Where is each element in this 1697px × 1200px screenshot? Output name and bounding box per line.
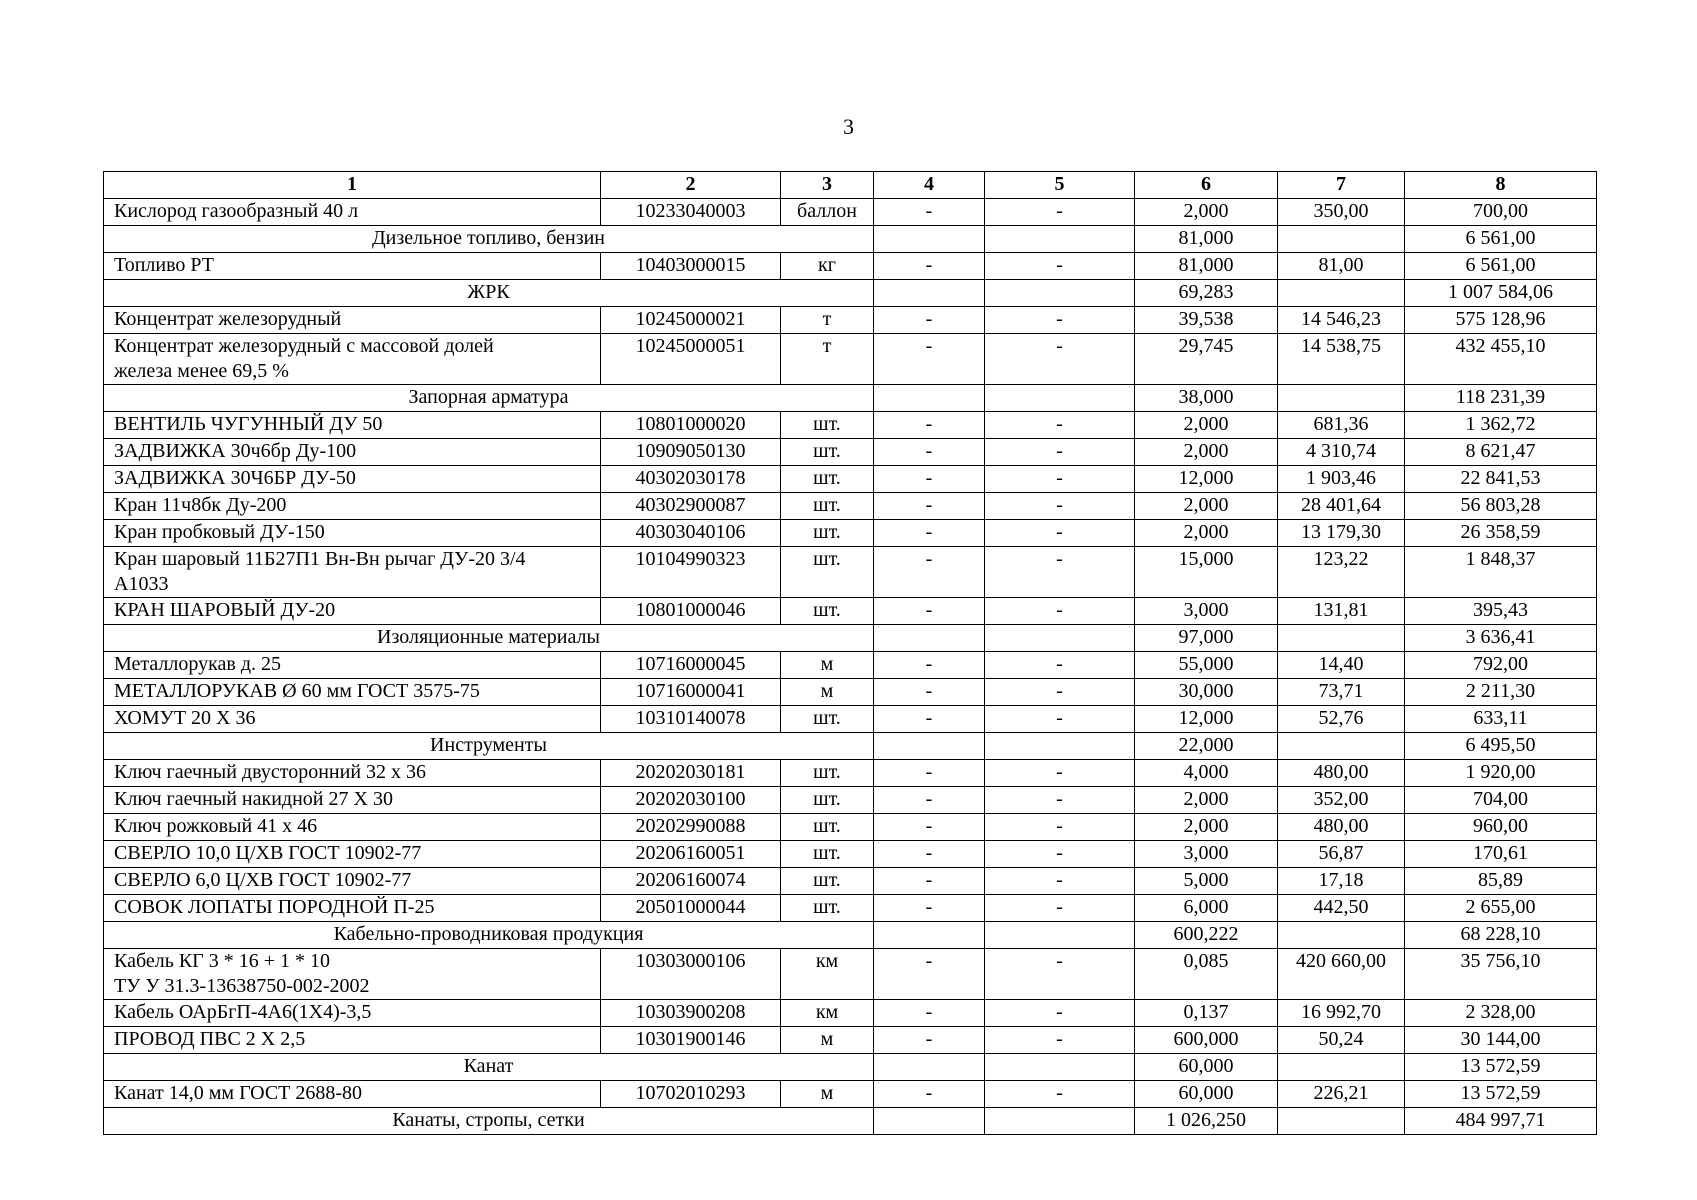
cell-col5: - — [985, 814, 1135, 841]
cell-sum: 633,11 — [1405, 706, 1597, 733]
cell-name: СВЕРЛО 6,0 Ц/ХВ ГОСТ 10902-77 — [104, 868, 601, 895]
cell-sum: 6 561,00 — [1405, 253, 1597, 280]
cell-sum: 2 211,30 — [1405, 679, 1597, 706]
cell-col4 — [874, 385, 985, 412]
cell-col4: - — [874, 895, 985, 922]
cell-price: 13 179,30 — [1278, 520, 1405, 547]
cell-qty: 60,000 — [1135, 1081, 1278, 1108]
cell-name: СОВОК ЛОПАТЫ ПОРОДНОЙ П-25 — [104, 895, 601, 922]
table-row — [104, 199, 1597, 226]
group-row — [104, 922, 1597, 949]
table-row — [104, 868, 1597, 895]
table-body — [104, 199, 1597, 1135]
cell-unit: м — [781, 1081, 874, 1108]
cell-price: 123,22 — [1278, 547, 1405, 598]
cell-qty: 81,000 — [1135, 226, 1278, 253]
cell-name: Топливо РТ — [104, 253, 601, 280]
table-row — [104, 706, 1597, 733]
cell-sum: 704,00 — [1405, 787, 1597, 814]
cell-col5: - — [985, 493, 1135, 520]
cell-qty: 1 026,250 — [1135, 1108, 1278, 1135]
cell-price: 14 546,23 — [1278, 307, 1405, 334]
cell-price: 480,00 — [1278, 814, 1405, 841]
cell-qty: 38,000 — [1135, 385, 1278, 412]
column-header: 2 — [601, 172, 781, 199]
cell-code: 10233040003 — [601, 199, 781, 226]
cell-unit: км — [781, 1000, 874, 1027]
cell-code: 20206160051 — [601, 841, 781, 868]
cell-code: 10403000015 — [601, 253, 781, 280]
cell-col5 — [985, 625, 1135, 652]
cell-col5: - — [985, 334, 1135, 385]
cell-col4: - — [874, 1027, 985, 1054]
cell-price: 352,00 — [1278, 787, 1405, 814]
cell-price — [1278, 280, 1405, 307]
cell-unit: шт. — [781, 760, 874, 787]
cell-unit: шт. — [781, 520, 874, 547]
cell-qty: 0,085 — [1135, 949, 1278, 1000]
cell-unit: м — [781, 1027, 874, 1054]
cell-price: 350,00 — [1278, 199, 1405, 226]
cell-col4: - — [874, 493, 985, 520]
cell-price: 1 903,46 — [1278, 466, 1405, 493]
cell-sum: 792,00 — [1405, 652, 1597, 679]
group-row — [104, 625, 1597, 652]
table-row — [104, 949, 1597, 1000]
column-header: 6 — [1135, 172, 1278, 199]
cell-unit: шт. — [781, 841, 874, 868]
table-row — [104, 520, 1597, 547]
cell-name: Концентрат железорудный — [104, 307, 601, 334]
cell-sum: 6 495,50 — [1405, 733, 1597, 760]
cell-col4: - — [874, 439, 985, 466]
cell-col5: - — [985, 547, 1135, 598]
column-header: 5 — [985, 172, 1135, 199]
cell-price: 16 992,70 — [1278, 1000, 1405, 1027]
cell-price: 73,71 — [1278, 679, 1405, 706]
cell-name: Канат 14,0 мм ГОСТ 2688-80 — [104, 1081, 601, 1108]
table-row — [104, 493, 1597, 520]
cell-price: 17,18 — [1278, 868, 1405, 895]
cell-col4 — [874, 280, 985, 307]
cell-col5 — [985, 280, 1135, 307]
cell-sum: 3 636,41 — [1405, 625, 1597, 652]
cell-col5: - — [985, 706, 1135, 733]
cell-sum: 30 144,00 — [1405, 1027, 1597, 1054]
cell-price: 28 401,64 — [1278, 493, 1405, 520]
page-number: 3 — [843, 114, 854, 139]
cell-code: 10310140078 — [601, 706, 781, 733]
cell-sum: 22 841,53 — [1405, 466, 1597, 493]
cell-qty: 12,000 — [1135, 706, 1278, 733]
cell-col4: - — [874, 868, 985, 895]
table-row — [104, 1027, 1597, 1054]
cell-col4: - — [874, 412, 985, 439]
cell-sum: 1 848,37 — [1405, 547, 1597, 598]
cell-col5 — [985, 1108, 1135, 1135]
cell-unit: м — [781, 679, 874, 706]
cell-col4: - — [874, 706, 985, 733]
cell-name: ЗАДВИЖКА 30Ч6БР ДУ-50 — [104, 466, 601, 493]
cell-qty: 60,000 — [1135, 1054, 1278, 1081]
cell-code: 10303900208 — [601, 1000, 781, 1027]
table-row — [104, 412, 1597, 439]
cell-col5: - — [985, 679, 1135, 706]
cell-qty: 2,000 — [1135, 439, 1278, 466]
cell-sum: 26 358,59 — [1405, 520, 1597, 547]
cell-col5 — [985, 733, 1135, 760]
cell-price: 50,24 — [1278, 1027, 1405, 1054]
cell-sum: 575 128,96 — [1405, 307, 1597, 334]
cell-code: 10245000051 — [601, 334, 781, 385]
cell-col4 — [874, 226, 985, 253]
table-row — [104, 760, 1597, 787]
cell-col5: - — [985, 760, 1135, 787]
group-row — [104, 1108, 1597, 1135]
cell-col4 — [874, 625, 985, 652]
cell-price — [1278, 922, 1405, 949]
cell-name: Ключ гаечный двусторонний 32 х 36 — [104, 760, 601, 787]
cell-price — [1278, 226, 1405, 253]
table-row — [104, 841, 1597, 868]
cell-code: 10303000106 — [601, 949, 781, 1000]
cell-unit: шт. — [781, 439, 874, 466]
group-title: Кабельно-проводниковая продукция — [104, 922, 874, 949]
cell-unit: шт. — [781, 493, 874, 520]
cell-code: 10909050130 — [601, 439, 781, 466]
cell-qty: 2,000 — [1135, 493, 1278, 520]
group-title: Инструменты — [104, 733, 874, 760]
cell-sum: 1 007 584,06 — [1405, 280, 1597, 307]
cell-col5 — [985, 922, 1135, 949]
cell-price: 681,36 — [1278, 412, 1405, 439]
table-row — [104, 652, 1597, 679]
cell-qty: 2,000 — [1135, 412, 1278, 439]
cell-unit: км — [781, 949, 874, 1000]
cell-qty: 4,000 — [1135, 760, 1278, 787]
cell-sum: 6 561,00 — [1405, 226, 1597, 253]
cell-col4 — [874, 1054, 985, 1081]
cell-price — [1278, 1054, 1405, 1081]
cell-name: ПРОВОД ПВС 2 Х 2,5 — [104, 1027, 601, 1054]
cell-sum: 395,43 — [1405, 598, 1597, 625]
cell-qty: 6,000 — [1135, 895, 1278, 922]
cell-name: СВЕРЛО 10,0 Ц/ХВ ГОСТ 10902-77 — [104, 841, 601, 868]
cell-col4: - — [874, 814, 985, 841]
cell-col5: - — [985, 412, 1135, 439]
cell-unit: шт. — [781, 868, 874, 895]
column-header: 8 — [1405, 172, 1597, 199]
cell-price — [1278, 385, 1405, 412]
cell-col4: - — [874, 253, 985, 280]
cell-col4: - — [874, 466, 985, 493]
cell-sum: 13 572,59 — [1405, 1054, 1597, 1081]
table-row — [104, 547, 1597, 598]
cell-qty: 39,538 — [1135, 307, 1278, 334]
cell-code: 10716000041 — [601, 679, 781, 706]
cell-code: 10716000045 — [601, 652, 781, 679]
cell-col4: - — [874, 841, 985, 868]
cell-qty: 55,000 — [1135, 652, 1278, 679]
cell-code: 10104990323 — [601, 547, 781, 598]
cell-col5 — [985, 385, 1135, 412]
cell-price — [1278, 625, 1405, 652]
cell-code: 40303040106 — [601, 520, 781, 547]
cell-qty: 2,000 — [1135, 787, 1278, 814]
cell-name: Ключ рожковый 41 х 46 — [104, 814, 601, 841]
cell-sum: 960,00 — [1405, 814, 1597, 841]
cell-unit: шт. — [781, 787, 874, 814]
cell-unit: м — [781, 652, 874, 679]
cell-unit: шт. — [781, 706, 874, 733]
cell-sum: 484 997,71 — [1405, 1108, 1597, 1135]
table-row — [104, 1081, 1597, 1108]
column-header: 4 — [874, 172, 985, 199]
cell-qty: 81,000 — [1135, 253, 1278, 280]
cell-qty: 97,000 — [1135, 625, 1278, 652]
cell-unit: кг — [781, 253, 874, 280]
cell-col4: - — [874, 199, 985, 226]
cell-col5: - — [985, 439, 1135, 466]
cell-name: Кислород газообразный 40 л — [104, 199, 601, 226]
cell-col4: - — [874, 520, 985, 547]
cell-code: 10702010293 — [601, 1081, 781, 1108]
table-header-row — [104, 172, 1597, 199]
cell-name: Кран шаровый 11Б27П1 Вн-Вн рычаг ДУ-20 3/4 А1033 — [104, 547, 601, 598]
group-title: ЖРК — [104, 280, 874, 307]
cell-unit: т — [781, 307, 874, 334]
cell-col5: - — [985, 895, 1135, 922]
cell-sum: 35 756,10 — [1405, 949, 1597, 1000]
cell-unit: шт. — [781, 895, 874, 922]
cell-qty: 5,000 — [1135, 868, 1278, 895]
cell-name: ВЕНТИЛЬ ЧУГУННЫЙ ДУ 50 — [104, 412, 601, 439]
cell-unit: шт. — [781, 547, 874, 598]
group-row — [104, 1054, 1597, 1081]
cell-col5: - — [985, 466, 1135, 493]
cell-sum: 432 455,10 — [1405, 334, 1597, 385]
cell-price: 56,87 — [1278, 841, 1405, 868]
cell-col5: - — [985, 1000, 1135, 1027]
cell-code: 20501000044 — [601, 895, 781, 922]
cell-col5: - — [985, 199, 1135, 226]
cell-unit: т — [781, 334, 874, 385]
table-row — [104, 439, 1597, 466]
cell-col5: - — [985, 1081, 1135, 1108]
cell-col4: - — [874, 652, 985, 679]
inventory-table — [103, 171, 1597, 1135]
cell-unit: шт. — [781, 598, 874, 625]
cell-name: КРАН ШАРОВЫЙ ДУ-20 — [104, 598, 601, 625]
table-row — [104, 466, 1597, 493]
cell-name: Ключ гаечный накидной 27 Х 30 — [104, 787, 601, 814]
cell-code: 20202030181 — [601, 760, 781, 787]
group-row — [104, 733, 1597, 760]
cell-name: Кран 11ч8бк Ду-200 — [104, 493, 601, 520]
cell-code: 20202990088 — [601, 814, 781, 841]
cell-price: 14,40 — [1278, 652, 1405, 679]
cell-col5: - — [985, 787, 1135, 814]
cell-name: Кабель ОАрБгП-4А6(1Х4)-3,5 — [104, 1000, 601, 1027]
table-row — [104, 679, 1597, 706]
cell-price: 81,00 — [1278, 253, 1405, 280]
cell-sum: 8 621,47 — [1405, 439, 1597, 466]
cell-name: МЕТАЛЛОРУКАВ Ø 60 мм ГОСТ 3575-75 — [104, 679, 601, 706]
cell-col4: - — [874, 760, 985, 787]
cell-name: Концентрат железорудный с массовой долей железа менее 69,5 % — [104, 334, 601, 385]
cell-name: ЗАДВИЖКА 30ч6бр Ду-100 — [104, 439, 601, 466]
column-header: 1 — [104, 172, 601, 199]
cell-code: 20206160074 — [601, 868, 781, 895]
group-row — [104, 385, 1597, 412]
cell-code: 10801000046 — [601, 598, 781, 625]
cell-qty: 2,000 — [1135, 814, 1278, 841]
cell-code: 10801000020 — [601, 412, 781, 439]
cell-unit: шт. — [781, 412, 874, 439]
cell-col4: - — [874, 1000, 985, 1027]
table-row — [104, 814, 1597, 841]
cell-price: 442,50 — [1278, 895, 1405, 922]
table-row — [104, 598, 1597, 625]
group-title: Канат — [104, 1054, 874, 1081]
cell-price — [1278, 733, 1405, 760]
group-row — [104, 226, 1597, 253]
cell-col4 — [874, 922, 985, 949]
group-row — [104, 280, 1597, 307]
cell-sum: 68 228,10 — [1405, 922, 1597, 949]
cell-price: 480,00 — [1278, 760, 1405, 787]
cell-qty: 15,000 — [1135, 547, 1278, 598]
cell-qty: 12,000 — [1135, 466, 1278, 493]
cell-qty: 29,745 — [1135, 334, 1278, 385]
cell-sum: 2 655,00 — [1405, 895, 1597, 922]
cell-price: 420 660,00 — [1278, 949, 1405, 1000]
cell-col5: - — [985, 841, 1135, 868]
table-row — [104, 307, 1597, 334]
cell-col5: - — [985, 868, 1135, 895]
column-header: 7 — [1278, 172, 1405, 199]
cell-qty: 0,137 — [1135, 1000, 1278, 1027]
group-title: Изоляционные материалы — [104, 625, 874, 652]
group-title: Дизельное топливо, бензин — [104, 226, 874, 253]
cell-qty: 3,000 — [1135, 598, 1278, 625]
cell-sum: 170,61 — [1405, 841, 1597, 868]
cell-code: 10301900146 — [601, 1027, 781, 1054]
cell-qty: 2,000 — [1135, 199, 1278, 226]
cell-sum: 1 920,00 — [1405, 760, 1597, 787]
cell-col5: - — [985, 307, 1135, 334]
cell-col5: - — [985, 598, 1135, 625]
group-title: Канаты, стропы, сетки — [104, 1108, 874, 1135]
table-row — [104, 253, 1597, 280]
cell-name: ХОМУТ 20 Х 36 — [104, 706, 601, 733]
cell-price: 4 310,74 — [1278, 439, 1405, 466]
group-title: Запорная арматура — [104, 385, 874, 412]
cell-col5 — [985, 1054, 1135, 1081]
cell-col5: - — [985, 1027, 1135, 1054]
cell-col4: - — [874, 307, 985, 334]
table-row — [104, 1000, 1597, 1027]
cell-code: 20202030100 — [601, 787, 781, 814]
cell-sum: 700,00 — [1405, 199, 1597, 226]
cell-sum: 118 231,39 — [1405, 385, 1597, 412]
cell-col4: - — [874, 547, 985, 598]
cell-col4: - — [874, 949, 985, 1000]
cell-price: 131,81 — [1278, 598, 1405, 625]
cell-unit: шт. — [781, 814, 874, 841]
table-row — [104, 895, 1597, 922]
cell-code: 40302900087 — [601, 493, 781, 520]
cell-qty: 22,000 — [1135, 733, 1278, 760]
cell-col4: - — [874, 334, 985, 385]
table-row — [104, 787, 1597, 814]
cell-col5 — [985, 226, 1135, 253]
cell-sum: 56 803,28 — [1405, 493, 1597, 520]
cell-col4: - — [874, 679, 985, 706]
cell-col5: - — [985, 253, 1135, 280]
cell-qty: 30,000 — [1135, 679, 1278, 706]
cell-code: 10245000021 — [601, 307, 781, 334]
cell-unit: баллон — [781, 199, 874, 226]
cell-name: Кран пробковый ДУ-150 — [104, 520, 601, 547]
cell-col4 — [874, 1108, 985, 1135]
cell-col4: - — [874, 598, 985, 625]
cell-price — [1278, 1108, 1405, 1135]
cell-qty: 3,000 — [1135, 841, 1278, 868]
cell-qty: 2,000 — [1135, 520, 1278, 547]
cell-qty: 600,222 — [1135, 922, 1278, 949]
cell-col5: - — [985, 652, 1135, 679]
cell-sum: 85,89 — [1405, 868, 1597, 895]
cell-qty: 600,000 — [1135, 1027, 1278, 1054]
cell-price: 226,21 — [1278, 1081, 1405, 1108]
cell-code: 40302030178 — [601, 466, 781, 493]
cell-name: Металлорукав д. 25 — [104, 652, 601, 679]
cell-sum: 13 572,59 — [1405, 1081, 1597, 1108]
cell-col4 — [874, 733, 985, 760]
cell-col5: - — [985, 520, 1135, 547]
cell-sum: 1 362,72 — [1405, 412, 1597, 439]
cell-name: Кабель КГ 3 * 16 + 1 * 10 ТУ У 31.3-13638750-002-2002 — [104, 949, 601, 1000]
table-row — [104, 334, 1597, 385]
cell-col4: - — [874, 1081, 985, 1108]
cell-sum: 2 328,00 — [1405, 1000, 1597, 1027]
cell-unit: шт. — [781, 466, 874, 493]
cell-col5: - — [985, 949, 1135, 1000]
cell-price: 14 538,75 — [1278, 334, 1405, 385]
cell-price: 52,76 — [1278, 706, 1405, 733]
cell-qty: 69,283 — [1135, 280, 1278, 307]
column-header: 3 — [781, 172, 874, 199]
cell-col4: - — [874, 787, 985, 814]
